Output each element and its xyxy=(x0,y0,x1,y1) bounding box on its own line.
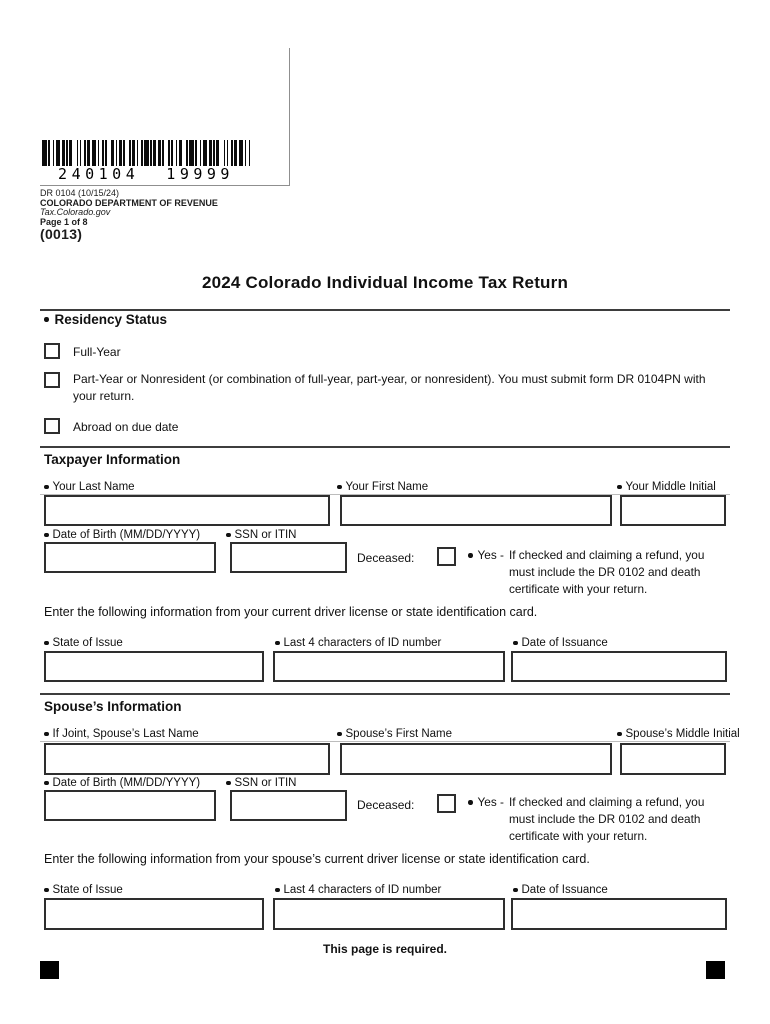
spouse-last-name-label: If Joint, Spouse’s Last Name xyxy=(44,728,199,740)
taxpayer-last-name-label: Your Last Name xyxy=(44,481,135,493)
bullet-dot xyxy=(44,485,49,490)
barcode-icon xyxy=(42,140,250,166)
form-number: DR 0104 (10/15/24) xyxy=(40,188,120,198)
spouse-last-name-input[interactable] xyxy=(44,743,330,775)
taxpayer-date-of-issuance-input[interactable] xyxy=(511,651,727,682)
taxpayer-first-name-input[interactable] xyxy=(340,495,612,526)
spouse-first-name-input[interactable] xyxy=(340,743,612,775)
residency-part-year-label: Part-Year or Nonresident (or combination of full-year, part-year, or nonresident). You must submit form DR 0104PN with your return. xyxy=(73,372,706,403)
section-divider xyxy=(40,446,730,448)
bullet-dot xyxy=(44,732,49,737)
spouse-deceased-checkbox[interactable] xyxy=(437,794,456,813)
taxpayer-middle-initial-label: Your Middle Initial xyxy=(617,481,716,493)
row-border-line xyxy=(40,741,730,742)
page-indicator: Page 1 of 8 xyxy=(40,216,88,227)
taxpayer-id-last4-input[interactable] xyxy=(273,651,505,682)
spouse-id-last4-label: Last 4 characters of ID number xyxy=(275,884,441,896)
residency-full-year-checkbox[interactable] xyxy=(44,343,60,359)
residency-section-heading: Residency Status xyxy=(44,312,167,327)
taxpayer-deceased-label: Deceased: xyxy=(357,551,415,565)
page-title: 2024 Colorado Individual Income Tax Return xyxy=(201,273,569,292)
bullet-dot xyxy=(226,533,231,538)
bullet-dot xyxy=(617,485,622,490)
bullet-dot xyxy=(617,732,622,737)
taxpayer-date-of-issuance-label: Date of Issuance xyxy=(513,637,608,649)
taxpayer-section-heading: Taxpayer Information xyxy=(44,452,181,467)
spouse-section-heading: Spouse’s Information xyxy=(44,699,182,714)
spouse-state-of-issue-input[interactable] xyxy=(44,898,264,930)
bullet-dot xyxy=(44,641,49,646)
taxpayer-id-instruction: Enter the following information from your current driver license or state identification card. xyxy=(44,605,538,619)
bullet-dot xyxy=(337,485,342,490)
taxpayer-ssn-label: SSN or ITIN xyxy=(226,529,296,541)
bullet-dot xyxy=(44,888,49,893)
agency-website: Tax.Colorado.gov xyxy=(40,207,111,218)
agency-name: COLORADO DEPARTMENT OF REVENUE xyxy=(40,197,218,208)
bullet-dot xyxy=(44,781,49,786)
spouse-state-of-issue-label: State of Issue xyxy=(44,884,123,896)
taxpayer-dob-input[interactable] xyxy=(44,542,216,573)
taxpayer-middle-initial-input[interactable] xyxy=(620,495,726,526)
spouse-deceased-yes-note: Yes - If checked and claiming a refund, you must include the DR 0102 and death certificate with your return. xyxy=(468,794,733,844)
residency-abroad-checkbox[interactable] xyxy=(44,418,60,434)
taxpayer-deceased-yes-note: Yes - If checked and claiming a refund, you must include the DR 0102 and death certificate with your return. xyxy=(468,547,733,597)
bullet-dot xyxy=(513,641,518,646)
form-header-block xyxy=(40,188,218,243)
spouse-deceased-label: Deceased: xyxy=(357,798,415,812)
spouse-ssn-label: SSN or ITIN xyxy=(226,777,296,789)
page-required-note: This page is required. xyxy=(322,942,448,956)
taxpayer-state-of-issue-input[interactable] xyxy=(44,651,264,682)
bullet-dot xyxy=(44,317,49,322)
spouse-ssn-input[interactable] xyxy=(230,790,347,821)
barcode-panel xyxy=(40,48,290,186)
taxpayer-state-of-issue-label: State of Issue xyxy=(44,637,123,649)
residency-part-year-checkbox[interactable] xyxy=(44,372,60,388)
spouse-date-of-issuance-input[interactable] xyxy=(511,898,727,930)
bullet-dot xyxy=(275,888,280,893)
bullet-dot xyxy=(226,781,231,786)
residency-full-year-label: Full-Year xyxy=(73,345,121,359)
taxpayer-first-name-label: Your First Name xyxy=(337,481,428,493)
section-divider xyxy=(40,309,730,311)
spouse-id-last4-input[interactable] xyxy=(273,898,505,930)
registration-mark-bottom-left xyxy=(40,961,59,979)
bullet-dot xyxy=(275,641,280,646)
taxpayer-id-last4-label: Last 4 characters of ID number xyxy=(275,637,441,649)
spouse-date-of-issuance-label: Date of Issuance xyxy=(513,884,608,896)
spouse-middle-initial-label: Spouse’s Middle Initial xyxy=(617,728,740,740)
taxpayer-last-name-input[interactable] xyxy=(44,495,330,526)
residency-abroad-label: Abroad on due date xyxy=(73,420,179,434)
section-divider xyxy=(40,693,730,695)
spouse-first-name-label: Spouse’s First Name xyxy=(337,728,452,740)
form-code: (0013) xyxy=(40,226,83,243)
taxpayer-dob-label: Date of Birth (MM/DD/YYYY) xyxy=(44,529,200,541)
bullet-dot xyxy=(44,533,49,538)
taxpayer-deceased-checkbox[interactable] xyxy=(437,547,456,566)
barcode-text: 240104 19999 xyxy=(58,165,234,183)
taxpayer-ssn-input[interactable] xyxy=(230,542,347,573)
registration-mark-bottom-right xyxy=(706,961,725,979)
spouse-id-instruction: Enter the following information from your spouse’s current driver license or state identification card. xyxy=(44,852,590,866)
spouse-middle-initial-input[interactable] xyxy=(620,743,726,775)
spouse-dob-label: Date of Birth (MM/DD/YYYY) xyxy=(44,777,200,789)
bullet-dot xyxy=(468,553,473,558)
bullet-dot xyxy=(337,732,342,737)
spouse-dob-input[interactable] xyxy=(44,790,216,821)
bullet-dot xyxy=(513,888,518,893)
bullet-dot xyxy=(468,800,473,805)
